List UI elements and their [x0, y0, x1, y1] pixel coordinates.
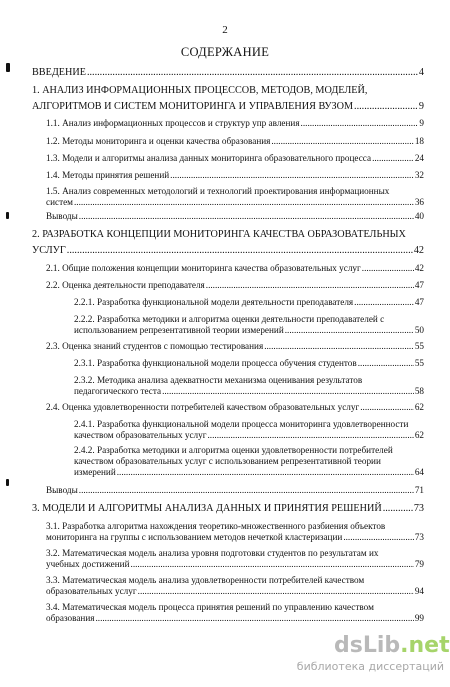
toc-entry-chapter-2-conclusions[interactable]: Выводы ..... 71: [46, 485, 424, 496]
toc-entry-2-2-2[interactable]: 2.2.2. Разработка методики и алгоритма оценки деятельности преподавателей с использованием репрезентативной теории измерений ..... 50: [74, 314, 424, 336]
toc-entry-3-2[interactable]: 3.2. Математическая модель анализа уровня подготовки студентов по результатам их учебных достижений ..... 79: [46, 548, 424, 570]
toc-entry-1-1[interactable]: 1.1. Анализ информационных процессов и структур упр авления ..... 9: [46, 118, 424, 129]
toc-entry-1-2[interactable]: 1.2. Методы мониторинга и оценки качества образования ..... 18: [46, 136, 424, 147]
toc-entry-3-3[interactable]: 3.3. Математическая модель анализа удовлетворенности потребителей качеством образовательных услуг ..... 94: [46, 575, 424, 597]
toc-entry-2-4-1[interactable]: 2.4.1. Разработка функциональной модели процесса мониторинга удовлетворенности качеством образовательных услуг ..... 62: [74, 419, 424, 441]
toc-entry-2-3-2[interactable]: 2.3.2. Методика анализа адекватности механизма оценивания результатов педагогического теста ..... 58: [74, 375, 424, 397]
scan-mark: [6, 479, 9, 486]
toc-entry-2-1[interactable]: 2.1. Общие положения концепции мониторинга качества образовательных услуг ..... 42: [46, 263, 424, 274]
toc-entry-2-2-1[interactable]: 2.2.1. Разработка функциональной модели деятельности преподавателя ..... 47: [74, 297, 424, 308]
toc-entry-chapter-1[interactable]: 1. АНАЛИЗ ИНФОРМАЦИОННЫХ ПРОЦЕССОВ, МЕТОДОВ, МОДЕЛЕЙ, АЛГОРИТМОВ И СИСТЕМ МОНИТОРИНГА И УПРАВЛЕНИЯ ВУЗОМ ..... 9: [32, 84, 424, 113]
dslib-logo: dsLib.net: [334, 633, 450, 658]
page-title: СОДЕРЖАНИЕ: [180, 45, 270, 59]
toc-entry-2-4[interactable]: 2.4. Оценка удовлетворенности потребителей качеством образовательных услуг ..... 62: [46, 402, 424, 413]
toc-entry-1-3[interactable]: 1.3. Модели и алгоритмы анализа данных мониторинга образовательного процесса ..... 24: [46, 153, 424, 164]
toc-entry-2-2[interactable]: 2.2. Оценка деятельности преподавателя ..... 47: [46, 280, 424, 291]
toc-entry-chapter-1-conclusions[interactable]: Выводы ..... 40: [46, 211, 424, 222]
watermark: [296, 633, 450, 680]
toc-entry-1-4[interactable]: 1.4. Методы принятия решений ..... 32: [46, 170, 424, 181]
toc-entry-3-4[interactable]: 3.4. Математическая модель процесса принятия решений по управлению качеством образования ..... 99: [46, 602, 424, 624]
scan-mark: [6, 63, 10, 72]
toc-entry-2-3-1[interactable]: 2.3.1. Разработка функциональной модели процесса обучения студентов ..... 55: [74, 358, 424, 369]
toc-entry-chapter-2[interactable]: 2. РАЗРАБОТКА КОНЦЕПЦИИ МОНИТОРИНГА КАЧЕСТВА ОБРАЗОВАТЕЛЬНЫХ УСЛУГ ..... 42: [32, 228, 424, 257]
page-number: 2: [222, 24, 228, 36]
toc-entry-3-1[interactable]: 3.1. Разработка алгоритма нахождения теоретико-множественного разбиения объектов мониторинга на группы с использованием методов нечеткой кластеризации ..... 73: [46, 521, 424, 543]
toc-entry-chapter-3[interactable]: 3. МОДЕЛИ И АЛГОРИТМЫ АНАЛИЗА ДАННЫХ И ПРИНЯТИЯ РЕШЕНИЙ ..... 73: [32, 502, 424, 515]
scan-mark: [6, 212, 9, 219]
toc-entry-2-4-2[interactable]: 2.4.2. Разработка методики и алгоритма оценки удовлетворенности потребителей качеством образовательных услуг с использованием репрезентативной теории измерений ..... 64: [74, 445, 424, 478]
toc-entry-intro[interactable]: ВВЕДЕНИЕ ..... 4: [32, 66, 424, 79]
watermark-caption: библиотека диссертаций: [296, 660, 444, 673]
toc-entry-1-5[interactable]: 1.5. Анализ современных методологий и технологий проектирования информационных систем ..... 36: [46, 186, 424, 208]
toc-entry-2-3[interactable]: 2.3. Оценка знаний студентов с помощью тестирования ..... 55: [46, 341, 424, 352]
